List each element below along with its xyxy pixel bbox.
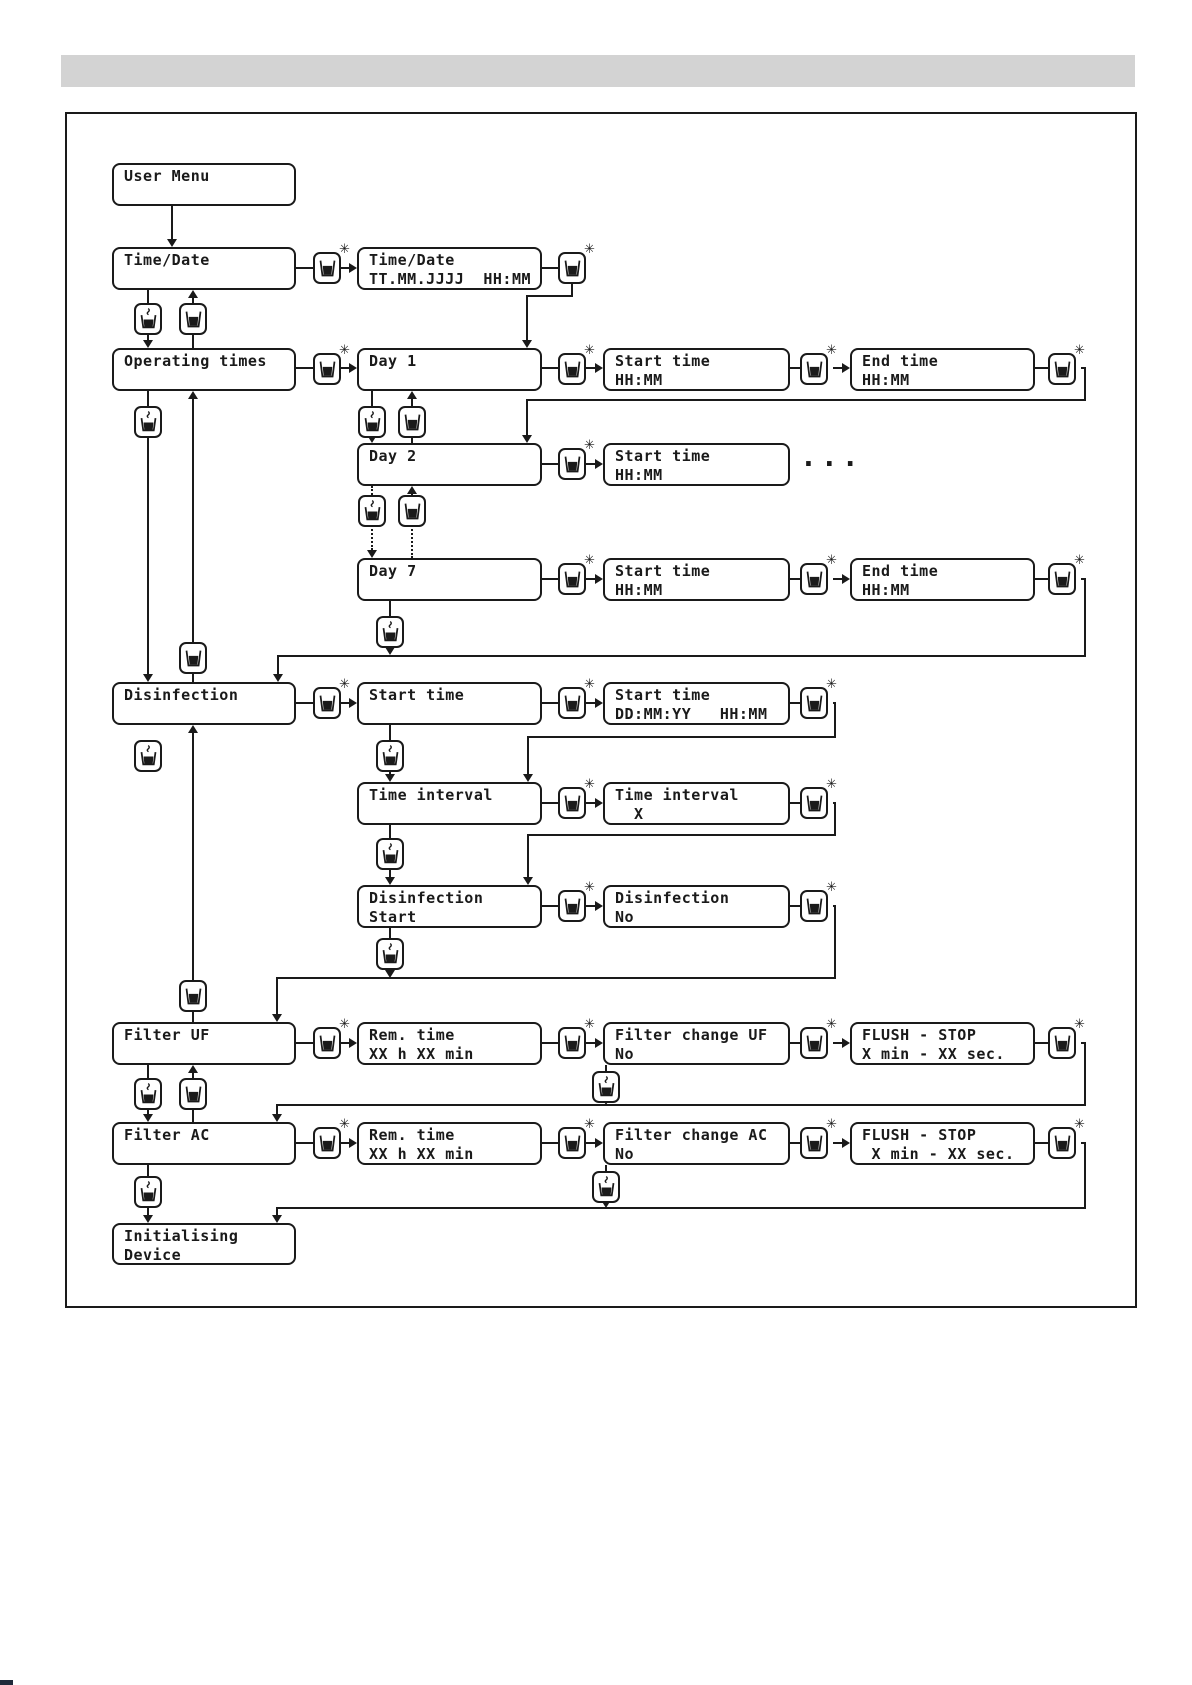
asterisk-icon: ✳: [584, 242, 595, 257]
connector-line: [834, 905, 836, 979]
arrow-down: [522, 340, 532, 348]
display-box-flush-stop-uf: FLUSH - STOP X min - XX sec.: [850, 1022, 1035, 1065]
scroll-down-cup-steam-button-icon: [376, 938, 404, 970]
asterisk-icon: ✳: [1074, 553, 1085, 568]
asterisk-icon: ✳: [826, 677, 837, 692]
connector-line: [586, 1142, 595, 1144]
menu-box-disinfection: Disinfection: [112, 682, 296, 725]
menu-box-disinfection-start-time: Start time: [357, 682, 542, 725]
scroll-down-cup-steam-button-icon: [376, 616, 404, 648]
confirm-cup-asterisk-button-icon: [800, 553, 837, 595]
arrow-down: [143, 1215, 153, 1223]
connector-line: [586, 702, 595, 704]
connector-line: [790, 578, 800, 580]
connector-line: [833, 1042, 842, 1044]
connector-line: [276, 977, 278, 1016]
connector-line: [276, 1207, 1086, 1209]
asterisk-icon: ✳: [584, 553, 595, 568]
connector-line: [526, 399, 1086, 401]
confirm-cup-asterisk-button-icon: [1048, 1117, 1085, 1159]
scroll-down-cup-steam-button-icon: [358, 495, 386, 527]
arrow-right: [595, 901, 603, 911]
connector-line: [542, 578, 558, 580]
display-box-time-interval: Time interval X: [603, 782, 790, 825]
asterisk-icon: ✳: [584, 1117, 595, 1132]
connector-line: [526, 399, 528, 437]
arrow-right: [595, 1138, 603, 1148]
confirm-cup-asterisk-button-icon: [800, 1117, 837, 1159]
display-box-remaining-time-ac: Rem. time XX h XX min: [357, 1122, 542, 1165]
page-corner-mark: [0, 1680, 13, 1685]
scroll-down-cup-steam-button-icon: [134, 406, 162, 438]
connector-line: [1035, 1042, 1048, 1044]
connector-line: [833, 578, 842, 580]
arrow-down: [385, 877, 395, 885]
asterisk-icon: ✳: [1074, 1017, 1085, 1032]
confirm-cup-asterisk-button-icon: [800, 1017, 837, 1059]
arrow-right: [595, 363, 603, 373]
arrow-up: [407, 486, 417, 494]
connector-line: [192, 733, 194, 1022]
asterisk-icon: ✳: [826, 777, 837, 792]
arrow-down: [523, 877, 533, 885]
display-box-start-time-day2: Start time HH:MM: [603, 443, 790, 486]
confirm-cup-asterisk-button-icon: [1048, 553, 1085, 595]
connector-line: [790, 905, 800, 907]
display-box-end-time-day7: End time HH:MM: [850, 558, 1035, 601]
connector-line: [276, 977, 836, 979]
connector-line: [542, 367, 558, 369]
arrow-up: [407, 391, 417, 399]
arrow-down: [272, 1114, 282, 1122]
connector-line: [586, 1042, 595, 1044]
connector-line: [277, 655, 279, 676]
arrow-right: [349, 1138, 357, 1148]
confirm-cup-asterisk-button-icon: [558, 343, 595, 385]
menu-box-time-date: Time/Date: [112, 247, 296, 290]
connector-line: [586, 367, 595, 369]
display-box-filter-change-uf: Filter change UF No: [603, 1022, 790, 1065]
arrow-right: [349, 1038, 357, 1048]
connector-line: [1035, 367, 1048, 369]
arrow-down: [385, 774, 395, 782]
connector-line: [586, 578, 595, 580]
connector-line: [1084, 367, 1086, 401]
confirm-cup-asterisk-button-icon: [558, 1017, 595, 1059]
connector-line: [542, 267, 558, 269]
connector-line: [586, 905, 595, 907]
connector-line: [790, 367, 800, 369]
scroll-down-cup-steam-button-icon: [358, 406, 386, 438]
confirm-cup-asterisk-button-icon: [558, 553, 595, 595]
scroll-down-cup-steam-button-icon: [592, 1171, 620, 1203]
asterisk-icon: ✳: [826, 1117, 837, 1132]
scroll-down-cup-steam-button-icon: [376, 838, 404, 870]
arrow-down: [522, 435, 532, 443]
arrow-right: [349, 263, 357, 273]
asterisk-icon: ✳: [339, 677, 350, 692]
arrow-down: [272, 1215, 282, 1223]
arrow-down: [273, 674, 283, 682]
arrow-down: [523, 774, 533, 782]
arrow-down: [385, 970, 395, 978]
arrow-right: [842, 1038, 850, 1048]
confirm-cup-asterisk-button-icon: [313, 242, 350, 284]
connector-line: [1084, 578, 1086, 657]
asterisk-icon: ✳: [584, 880, 595, 895]
display-box-disinfection-no: Disinfection No: [603, 885, 790, 928]
confirm-cup-asterisk-button-icon: [1048, 1017, 1085, 1059]
menu-box-operating-times: Operating times: [112, 348, 296, 391]
scroll-down-cup-steam-button-icon: [134, 1078, 162, 1110]
confirm-cup-asterisk-button-icon: [313, 1117, 350, 1159]
connector-line: [542, 1142, 558, 1144]
arrow-down: [385, 647, 395, 655]
connector-line: [1084, 1142, 1086, 1208]
menu-box-time-interval: Time interval: [357, 782, 542, 825]
arrow-down: [143, 674, 153, 682]
connector-line: [527, 736, 836, 738]
connector-line: [542, 463, 558, 465]
scroll-down-cup-steam-button-icon: [376, 740, 404, 772]
confirm-cup-asterisk-button-icon: [800, 677, 837, 719]
display-box-time-date: Time/Date TT.MM.JJJJ HH:MM: [357, 247, 542, 290]
asterisk-icon: ✳: [826, 1017, 837, 1032]
arrow-up: [188, 391, 198, 399]
confirm-cup-asterisk-button-icon: [558, 242, 595, 284]
scroll-up-cup-button-icon: [398, 406, 426, 438]
connector-line: [296, 1142, 313, 1144]
connector-line: [277, 655, 1086, 657]
confirm-cup-asterisk-button-icon: [800, 880, 837, 922]
menu-box-disinfection-start: Disinfection Start: [357, 885, 542, 928]
arrow-right: [595, 1038, 603, 1048]
asterisk-icon: ✳: [339, 343, 350, 358]
scroll-down-cup-steam-button-icon: [592, 1071, 620, 1103]
scroll-down-cup-steam-button-icon: [134, 740, 162, 772]
asterisk-icon: ✳: [584, 1017, 595, 1032]
menu-box-filter-uf: Filter UF: [112, 1022, 296, 1065]
menu-box-filter-ac: Filter AC: [112, 1122, 296, 1165]
confirm-cup-asterisk-button-icon: [313, 343, 350, 385]
menu-box-day2: Day 2: [357, 443, 542, 486]
status-box-initialising-device: Initialising Device: [112, 1223, 296, 1265]
arrow-down: [143, 340, 153, 348]
scroll-down-cup-steam-button-icon: [134, 303, 162, 335]
arrow-right: [842, 574, 850, 584]
menu-box-day7: Day 7: [357, 558, 542, 601]
connector-line: [833, 367, 842, 369]
scroll-up-cup-button-icon: [179, 980, 207, 1012]
display-box-disinfection-start-time: Start time DD:MM:YY HH:MM: [603, 682, 790, 725]
connector-line: [542, 702, 558, 704]
scroll-up-cup-button-icon: [179, 303, 207, 335]
confirm-cup-asterisk-button-icon: [313, 1017, 350, 1059]
connector-line: [790, 1142, 800, 1144]
connector-line: [833, 1142, 842, 1144]
confirm-cup-asterisk-button-icon: [558, 1117, 595, 1159]
arrow-right: [349, 698, 357, 708]
display-box-remaining-time-uf: Rem. time XX h XX min: [357, 1022, 542, 1065]
scroll-up-cup-button-icon: [398, 495, 426, 527]
scroll-up-cup-button-icon: [179, 1078, 207, 1110]
arrow-right: [349, 363, 357, 373]
confirm-cup-asterisk-button-icon: [558, 677, 595, 719]
menu-box-day1: Day 1: [357, 348, 542, 391]
connector-line: [296, 1042, 313, 1044]
connector-line: [527, 736, 529, 776]
connector-line: [296, 367, 313, 369]
arrow-right: [842, 363, 850, 373]
connector-line: [542, 802, 558, 804]
asterisk-icon: ✳: [339, 1117, 350, 1132]
confirm-cup-asterisk-button-icon: [1048, 343, 1085, 385]
asterisk-icon: ✳: [584, 677, 595, 692]
display-box-flush-stop-ac: FLUSH - STOP X min - XX sec.: [850, 1122, 1035, 1165]
page-header-bar: [61, 55, 1135, 87]
connector-line: [1084, 1042, 1086, 1106]
arrow-right: [595, 574, 603, 584]
arrow-down: [167, 239, 177, 247]
connector-line: [586, 802, 595, 804]
connector-line: [790, 702, 800, 704]
asterisk-icon: ✳: [339, 242, 350, 257]
arrow-right: [595, 459, 603, 469]
asterisk-icon: ✳: [826, 880, 837, 895]
connector-line: [834, 702, 836, 738]
connector-line: [527, 834, 529, 879]
connector-line: [296, 702, 313, 704]
connector-line: [526, 295, 528, 342]
connector-line: [276, 1104, 1086, 1106]
asterisk-icon: ✳: [584, 343, 595, 358]
arrow-down: [367, 550, 377, 558]
arrow-right: [595, 698, 603, 708]
connector-line: [192, 399, 194, 682]
asterisk-icon: ✳: [826, 343, 837, 358]
arrow-down: [143, 1114, 153, 1122]
confirm-cup-asterisk-button-icon: [558, 880, 595, 922]
connector-line: [542, 905, 558, 907]
connector-line: [834, 802, 836, 835]
display-box-end-time-day1: End time HH:MM: [850, 348, 1035, 391]
asterisk-icon: ✳: [584, 438, 595, 453]
display-box-start-time-day7: Start time HH:MM: [603, 558, 790, 601]
connector-line: [527, 834, 836, 836]
connector-line: [526, 295, 573, 297]
menu-box-user-menu: User Menu: [112, 163, 296, 206]
display-box-filter-change-ac: Filter change AC No: [603, 1122, 790, 1165]
scroll-down-cup-steam-button-icon: [134, 1176, 162, 1208]
connector-line: [1035, 578, 1048, 580]
arrow-down: [272, 1014, 282, 1022]
asterisk-icon: ✳: [584, 777, 595, 792]
connector-line: [790, 1042, 800, 1044]
confirm-cup-asterisk-button-icon: [313, 677, 350, 719]
confirm-cup-asterisk-button-icon: [558, 777, 595, 819]
connector-line: [790, 802, 800, 804]
continuation-ellipsis: ...: [800, 440, 863, 473]
confirm-cup-asterisk-button-icon: [800, 777, 837, 819]
arrow-right: [595, 798, 603, 808]
asterisk-icon: ✳: [1074, 343, 1085, 358]
connector-line: [171, 206, 173, 241]
display-box-start-time-day1: Start time HH:MM: [603, 348, 790, 391]
asterisk-icon: ✳: [1074, 1117, 1085, 1132]
arrow-up: [188, 290, 198, 298]
asterisk-icon: ✳: [339, 1017, 350, 1032]
connector-line: [296, 267, 313, 269]
connector-line: [542, 1042, 558, 1044]
arrow-up: [188, 725, 198, 733]
connector-line: [586, 463, 595, 465]
arrow-up: [188, 1065, 198, 1073]
scroll-up-cup-button-icon: [179, 642, 207, 674]
confirm-cup-asterisk-button-icon: [800, 343, 837, 385]
arrow-right: [842, 1138, 850, 1148]
asterisk-icon: ✳: [826, 553, 837, 568]
connector-line: [1035, 1142, 1048, 1144]
confirm-cup-asterisk-button-icon: [558, 438, 595, 480]
